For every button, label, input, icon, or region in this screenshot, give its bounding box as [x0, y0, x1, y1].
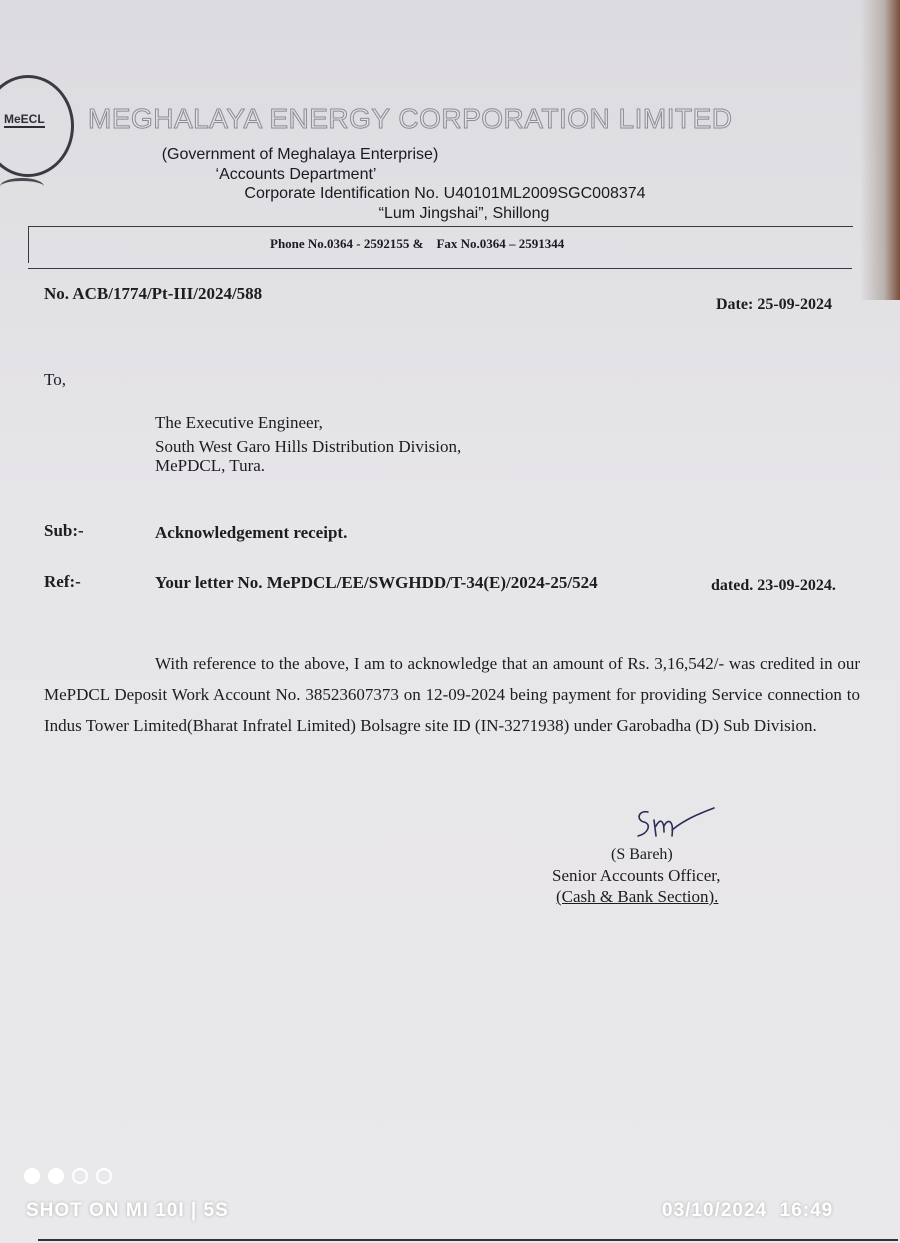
subject-label: Sub:- [44, 521, 84, 540]
addressee-line-1: The Executive Engineer, [155, 413, 323, 432]
contact-line [270, 236, 564, 252]
company-name: MEGHALAYA ENERGY CORPORATION LIMITED [88, 103, 733, 134]
dot-icon [96, 1168, 112, 1184]
letterhead-line-government: (Government of Meghalaya Enterprise) [161, 146, 439, 163]
camera-device-watermark: SHOT ON MI 10I | 5S [26, 1200, 229, 1221]
header-rule [28, 268, 852, 269]
addressee-line-2: South West Garo Hills Distribution Division, [155, 437, 462, 456]
salutation-to: To, [44, 370, 66, 389]
logo-text: MeECL [4, 112, 45, 126]
reference-number: No. ACB/1774/Pt-III/2024/588 [44, 284, 263, 303]
subject-text: Acknowledgement receipt. [155, 523, 348, 542]
reference-label: Ref:- [44, 572, 81, 591]
addressee-line-3: MePDCL, Tura. [155, 456, 266, 475]
signatory-title: Senior Accounts Officer, [552, 866, 721, 885]
paper-edge-shadow [860, 0, 900, 300]
reference-text: Your letter No. MePDCL/EE/SWGHDD/T-34(E)/2024-25/524 [155, 573, 598, 592]
reference-dated: dated. 23-09-2024. [711, 577, 836, 594]
dot-icon [72, 1168, 88, 1184]
letterhead-line-department: ‘Accounts Department’ [215, 166, 377, 183]
signatory-name: (S Bareh) [611, 846, 673, 863]
camera-watermark-dots [24, 1168, 112, 1184]
bottom-edge-line [38, 1239, 898, 1241]
phone-number: Phone No.0364 - 2592155 & [270, 236, 424, 251]
dot-icon [48, 1168, 64, 1184]
dot-icon [24, 1168, 40, 1184]
letter-body [44, 648, 860, 741]
handwritten-signature [634, 806, 716, 846]
signatory-section: (Cash & Bank Section). [556, 887, 719, 906]
letterhead-line-address: “Lum Jingshai”, Shillong [378, 205, 550, 222]
fax-number: Fax No.0364 – 2591344 [436, 236, 565, 251]
letter-date: Date: 25-09-2024 [716, 296, 832, 313]
letterhead-line-cin: Corporate Identification No. U40101ML2009SGC008374 [244, 185, 646, 202]
camera-timestamp-watermark: 03/10/2024 16:49 [662, 1200, 834, 1221]
body-text: With reference to the above, I am to acknowledge that an amount of Rs. 3,16,542/- was credited in our MePDCL Deposit Work Account No. 38523607373 on 12-09-2024 being payment for providing Service connection to Indus Tower Limited(Bharat Infratel Limited) Bolsagre site ID (IN-3271938) under Garobadha (D) Sub Division. [44, 654, 860, 735]
